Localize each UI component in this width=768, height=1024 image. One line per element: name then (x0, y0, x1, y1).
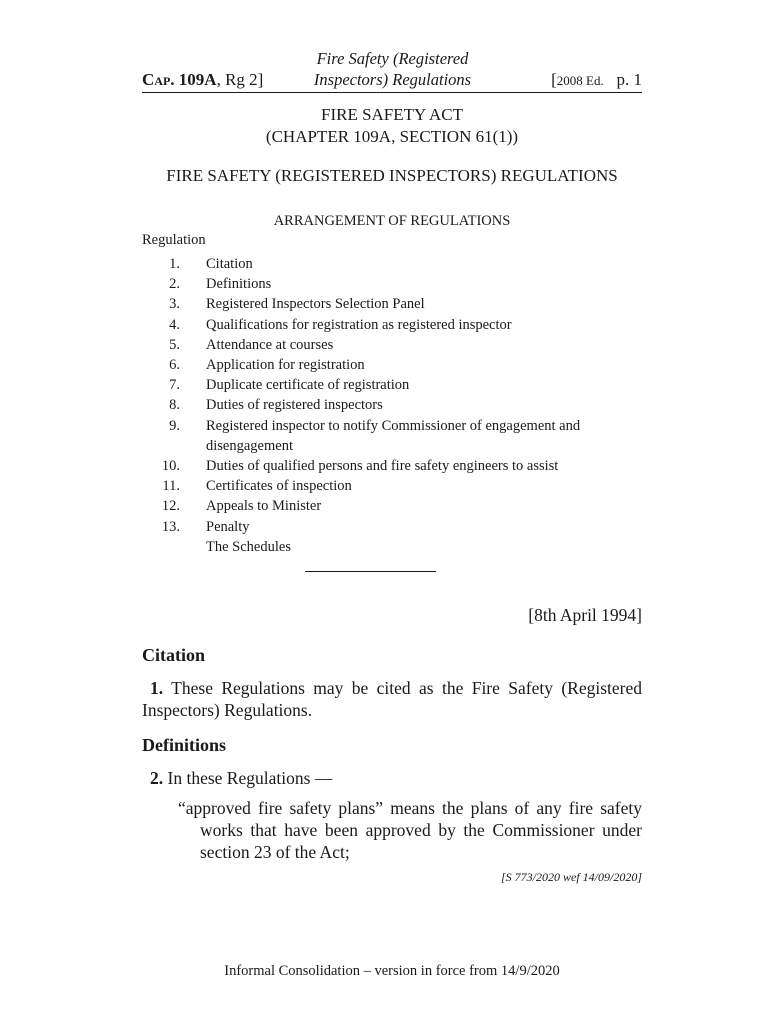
separator-rule (305, 571, 436, 572)
toc-entry-text: Definitions (206, 276, 272, 293)
toc-entry-number: 7. (169, 377, 180, 394)
table-of-contents (142, 254, 642, 557)
toc-entry-text: Registered inspector to notify Commissioner of engagement and disengagement (206, 417, 581, 454)
toc-entry (142, 355, 642, 375)
regulations-title: FIRE SAFETY (REGISTERED INSPECTORS) REGULATIONS (166, 166, 618, 185)
header-edition-page (551, 70, 642, 90)
header-rule (142, 92, 642, 93)
toc-entry-number: 10. (161, 458, 180, 475)
act-chapter: (CHAPTER 109A, SECTION 61(1)) (265, 127, 519, 146)
toc-entry (142, 496, 642, 516)
act-title: FIRE SAFETY ACT (320, 105, 463, 124)
toc-entry (142, 537, 642, 557)
toc-entry-text: Registered Inspectors Selection Panel (206, 296, 425, 313)
toc-entry (142, 416, 642, 456)
toc-entry-text: The Schedules (206, 538, 291, 555)
toc-entry-number: 12. (161, 498, 180, 515)
toc-entry (142, 274, 642, 294)
header-bracket: [ (551, 70, 557, 89)
toc-entry-number: 13. (161, 518, 180, 535)
toc-entry-number: 1. (169, 256, 180, 272)
toc-entry-number: 3. (169, 296, 180, 313)
definition-approved-fire-safety-plans: “approved fire safety plans” means the plans of any fire safety works that have been approved by the Commissioner under section 23 of the Act; (178, 798, 642, 862)
toc-entry-number: 4. (169, 316, 180, 333)
citation-text: These Regulations may be cited as the Fire Safety (Registered Inspectors) Regulations. (142, 678, 642, 720)
citation-heading: Citation (142, 645, 205, 665)
toc-entry-text: Application for registration (206, 357, 365, 374)
toc-entry-text: Penalty (206, 518, 250, 535)
toc-entry (142, 315, 642, 335)
arrangement-heading: ARRANGEMENT OF REGULATIONS (273, 213, 511, 229)
definitions-heading: Definitions (142, 735, 227, 755)
regulation-column-label: Regulation (142, 232, 206, 248)
toc-entry-text: Duplicate certificate of registration (206, 377, 410, 394)
toc-entry (142, 456, 642, 476)
toc-entry (142, 335, 642, 355)
toc-entry-text: Duties of qualified persons and fire safety engineers to assist (206, 458, 559, 475)
toc-entry (142, 375, 642, 395)
commencement-date: [8th April 1994] (528, 605, 642, 625)
header-cap-number: 109A (178, 70, 217, 89)
toc-entry-text: Qualifications for registration as registered inspector (206, 316, 512, 333)
citation-number: 1. (150, 678, 164, 698)
toc-entry (142, 294, 642, 314)
header-title (310, 48, 475, 90)
header-cap-label: Cap. (142, 70, 175, 89)
toc-entry (142, 395, 642, 415)
toc-entry (142, 476, 642, 496)
definitions-paragraph (142, 767, 642, 789)
header-edition: 2008 Ed. (556, 73, 604, 88)
amendment-note: [S 773/2020 wef 14/09/2020] (500, 870, 642, 884)
citation-paragraph (142, 677, 642, 721)
definitions-number: 2. (150, 768, 164, 788)
toc-entry-text: Duties of registered inspectors (206, 397, 383, 414)
toc-entry-text: Certificates of inspection (206, 478, 352, 495)
toc-entry-text: Citation (206, 256, 253, 272)
toc-entry (142, 517, 642, 537)
header-chapter-reference (142, 70, 263, 90)
toc-entry-number: 8. (169, 397, 180, 414)
running-header (142, 48, 642, 92)
toc-entry (142, 254, 642, 274)
toc-entry-number: 6. (169, 357, 180, 374)
header-page-number: p. 1 (616, 70, 642, 89)
toc-entry-text: Attendance at courses (206, 336, 334, 353)
toc-entry-text: Appeals to Minister (206, 498, 322, 515)
toc-entry-number: 11. (162, 478, 180, 495)
definitions-text: In these Regulations — (163, 768, 333, 788)
header-rg: , Rg 2] (216, 70, 264, 89)
toc-entry-number: 2. (169, 276, 180, 293)
header-title-line2: Inspectors) Regulations (313, 70, 472, 89)
toc-entry-number: 9. (169, 417, 180, 434)
header-title-line1: Fire Safety (Registered (316, 49, 469, 68)
page-footer: Informal Consolidation – version in force from 14/9/2020 (224, 963, 560, 979)
toc-entry-number: 5. (169, 336, 180, 353)
